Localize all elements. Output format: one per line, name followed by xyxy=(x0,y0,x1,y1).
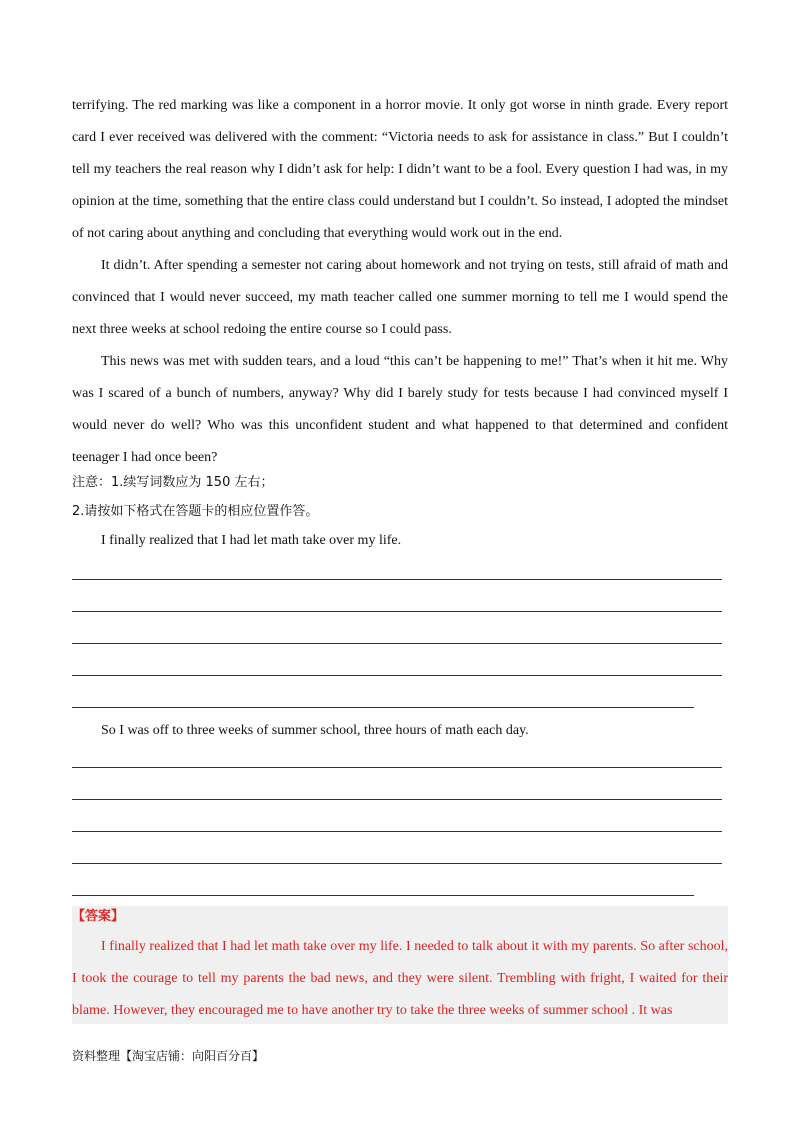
writing-line xyxy=(72,675,722,676)
story-text xyxy=(72,90,728,474)
writing-line xyxy=(72,611,722,612)
writing-line xyxy=(72,831,722,832)
answer-label: 【答案】 xyxy=(72,909,125,924)
answer-text xyxy=(72,931,728,1027)
writing-line xyxy=(72,707,694,708)
writing-line xyxy=(72,895,694,896)
paragraph-2: It didn’t. After spending a semester not caring about homework and not trying on tests, still afraid of math and convinced that I would never succeed, my math teacher called one summer morning to tell me I would spend the next three weeks at school redoing the entire course so I could pass. xyxy=(72,258,728,337)
lead-sentence-2: So I was off to three weeks of summer school, three hours of math each day. xyxy=(101,723,529,738)
footer-source: 资料整理【淘宝店铺：向阳百分百】 xyxy=(72,1049,265,1063)
note-word-count: 注意：1.续写词数应为 150 左右； xyxy=(72,475,274,490)
writing-line xyxy=(72,767,722,768)
instructions xyxy=(72,468,728,556)
lead-sentence-1: I finally realized that I had let math take over my life. xyxy=(101,533,402,548)
writing-line xyxy=(72,863,722,864)
paragraph-1: terrifying. The red marking was like a component in a horror movie. It only got worse in ninth grade. Every report card I ever received was delivered with the comment: “Victoria needs to ask for assistance in class.” But I couldn’t tell my teachers the real reason why I didn’t ask for help: I didn’t want to be a fool. Every question I had was, in my opinion at the time, something that the entire class could understand but I couldn’t. So instead, I adopted the mindset of not caring about anything and concluding that everything would work out in the end. xyxy=(72,98,728,241)
paragraph-3: This news was met with sudden tears, and a loud “this can’t be happening to me!” That’s when it hit me. Why was I scared of a bunch of numbers, anyway? Why did I barely study for tests because I had convinced myself I would never do well? Who was this unconfident student and what happened to that determined and confident teenager I had once been? xyxy=(72,354,728,465)
lead-block-2 xyxy=(72,716,728,746)
answer-paragraph: I finally realized that I had let math take over my life. I needed to talk about it with my parents. So after school, I took the courage to tell my parents the bad news, and they were silent. Trembling with fright, I waited for their blame. However, they encouraged me to have another try to take the three weeks of summer school . It was xyxy=(72,939,728,1018)
writing-line xyxy=(72,579,722,580)
note-format: 2.请按如下格式在答题卡的相应位置作答。 xyxy=(72,504,319,519)
writing-line xyxy=(72,643,722,644)
writing-line xyxy=(72,799,722,800)
